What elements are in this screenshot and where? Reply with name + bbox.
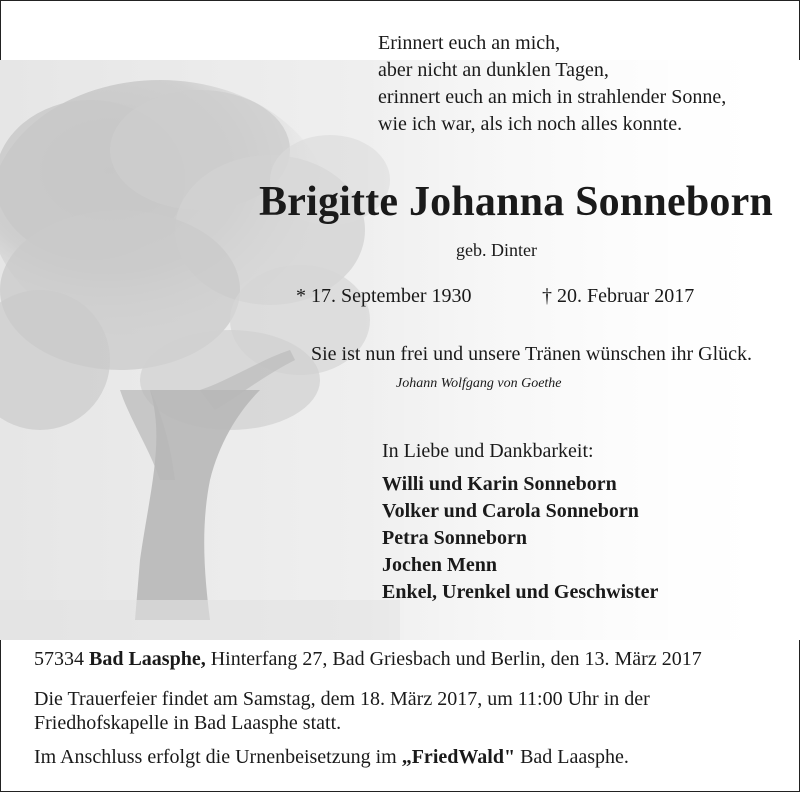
poem-line: Erinnert euch an mich, <box>378 32 561 54</box>
birth-date: * 17. September 1930 <box>296 285 472 307</box>
memorial-poem <box>378 30 726 138</box>
mourner-name: Volker und Carola Sonneborn <box>382 500 639 522</box>
poem-line: wie ich war, als ich noch alles konnte. <box>378 113 683 135</box>
service-line: Die Trauerfeier findet am Samstag, dem 18. März 2017, um 11:00 Uhr in der <box>34 688 650 710</box>
deceased-name: Brigitte Johanna Sonneborn <box>259 179 773 225</box>
burial-prefix: Im Anschluss erfolgt die Urnenbeisetzung im <box>34 746 397 768</box>
funeral-service-info <box>34 687 650 735</box>
mourner-name: Petra Sonneborn <box>382 527 527 549</box>
poem-line: aber nicht an dunklen Tagen, <box>378 59 609 81</box>
town-name: Bad Laasphe, <box>89 648 206 670</box>
mourners-list <box>382 471 658 606</box>
mourner-name: Enkel, Urenkel und Geschwister <box>382 581 659 603</box>
quote-text: Sie ist nun frei und unsere Tränen wünschen ihr Glück. <box>310 343 752 365</box>
burial-venue: „FriedWald" <box>401 746 516 768</box>
birth-name: geb. Dinter <box>456 240 537 260</box>
poem-line: erinnert euch an mich in strahlender Sonne, <box>378 86 727 108</box>
mourner-name: Willi und Karin Sonneborn <box>382 473 617 495</box>
zip-code: 57334 <box>34 648 84 670</box>
address-date: Hinterfang 27, Bad Griesbach und Berlin, den 13. März 2017 <box>210 648 702 670</box>
burial-info <box>34 745 629 769</box>
quote-author: Johann Wolfgang von Goethe <box>396 376 562 391</box>
place-date-line <box>34 647 702 671</box>
service-line: Friedhofskapelle in Bad Laasphe statt. <box>34 712 342 734</box>
death-date: † 20. Februar 2017 <box>542 285 695 307</box>
gratitude-line: In Liebe und Dankbarkeit: <box>382 440 594 462</box>
burial-suffix: Bad Laasphe. <box>520 746 629 768</box>
mourner-name: Jochen Menn <box>382 554 497 576</box>
